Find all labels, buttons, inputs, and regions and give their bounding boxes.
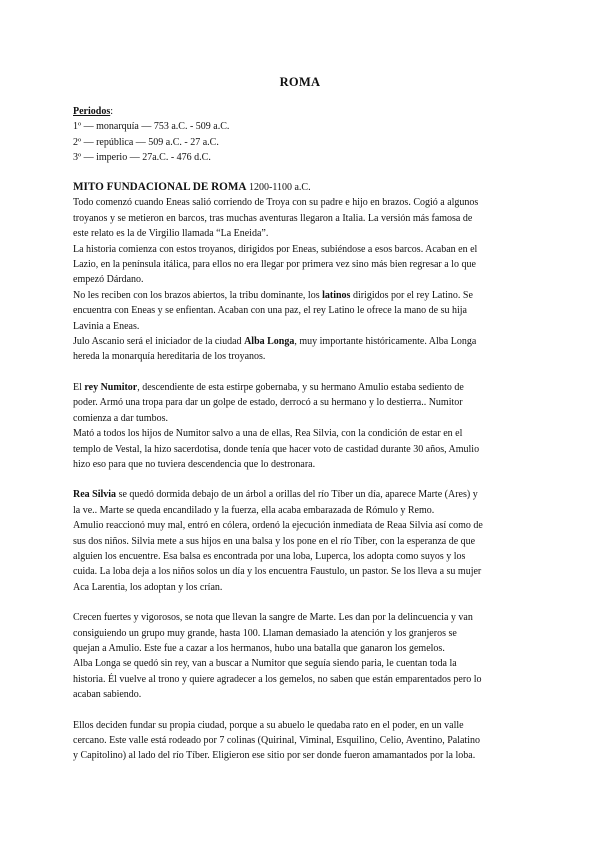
text-line: [73, 503, 529, 518]
text-span: historia. Él vuelve al trono y quiere agradecer a los gemelos, no saben que están emparentados pero lo: [73, 673, 482, 685]
text-line: [73, 487, 529, 502]
text-span: alguien los encuentre. Esa balsa es encontrada por una loba, Luperca, los adopta como suyos y los: [73, 550, 466, 562]
bold-text: Alba Longa: [244, 336, 295, 348]
text-line: [73, 395, 529, 410]
text-line: [73, 380, 529, 395]
text-line: [73, 257, 529, 272]
text-span: Mató a todos los hijos de Numitor salvo a una de ellas, Rea Silvia, con la condición de estar en el: [73, 428, 463, 440]
paragraph: [73, 718, 529, 764]
text-span: Crecen fuertes y vigorosos, se nota que llevan la sangre de Marte. Les dan por la delincuencia y van: [73, 612, 473, 624]
text-span: troyanos y se metieron en barcos, tras muchas aventuras llegaron a Italia. La versión más famosa de: [73, 212, 473, 224]
paragraph-gap: [73, 595, 529, 610]
text-line: [73, 610, 529, 625]
text-line: [73, 518, 529, 533]
text-span: encuentra con Eneas y se enfientan. Acaban con una paz, el rey Latino le ofrece la mano de su hija: [73, 305, 467, 317]
period-item: 2º — república — 509 a.C. - 27 a.C.: [73, 136, 219, 148]
text-span: cuida. La loba deja a los niños solos un día y los encuentra Faustulo, un pastor. Se los lleva a su mujer: [73, 566, 482, 578]
text-span: templo de Vestal, la hizo sacerdotisa, donde tenía que hacer voto de castidad durante 30 años, Amulio: [73, 443, 480, 455]
text-span: , descendiente de esta estirpe gobernaba, y su hermano Amulio estaba sediento de: [137, 381, 464, 393]
periods-colon: :: [110, 106, 113, 117]
periods-label: Periodos: [73, 106, 111, 117]
text-span: poder. Armó una tropa para dar un golpe de estado, derrocó a su hermano y lo destierra.. Numitor: [73, 397, 463, 409]
text-line: [73, 195, 529, 210]
text-span: sus dos niños. Silvia mete a sus hijos en una balsa y los pone en el río Tíber, con la esperanza de que: [73, 535, 476, 547]
text-span: y Capitolino) al lado del río Tíber. Eligieron ese sitio por ser donde fueron amamantados por la loba.: [73, 750, 476, 762]
text-span: empezó Dárdano.: [73, 274, 144, 286]
periods-section: [73, 104, 529, 166]
page-title: ROMA: [279, 75, 321, 89]
paragraph: [73, 487, 529, 595]
bold-text: latinos: [322, 289, 351, 301]
text-span: Alba Longa se quedó sin rey, van a buscar a Numitor que seguía siendo paria, le cuentan toda la: [73, 658, 457, 670]
text-span: hereda la monarquía hereditaria de los troyanos.: [73, 351, 266, 363]
text-span: , muy importante históricamente. Alba Longa: [294, 336, 477, 348]
text-span: Julo Ascanio será el iniciador de la ciudad: [73, 336, 245, 348]
text-span: Lazio, en la península itálica, para ellos no era llegar por primera vez sino más bien regresar a lo que: [73, 259, 476, 271]
text-line: [73, 457, 529, 472]
text-line: [73, 549, 529, 564]
body-content: [73, 180, 529, 764]
text-span: hizo eso para que no tuviera descendencia que lo destronara.: [73, 458, 316, 470]
text-span: cercano. Este valle está rodeado por 7 colinas (Quirinal, Viminal, Esquilino, Celio, Aventino, Palatino: [73, 735, 480, 746]
text-line: [73, 242, 529, 257]
paragraph-gap: [73, 472, 529, 487]
text-span: dirigidos por el rey Latino. Se: [350, 289, 473, 301]
bold-text: rey Numitor: [84, 381, 138, 393]
text-span: comienza a dar tumbos.: [73, 412, 168, 424]
paragraph: [73, 610, 529, 702]
text-span: Amulio reaccionó muy mal, entró en cólera, ordenó la ejecución inmediata de Reaa Silvia así como de: [73, 520, 483, 532]
text-span: No les reciben con los brazos abiertos, la tribu dominante, los: [73, 289, 323, 301]
text-line: [73, 564, 529, 579]
text-line: [73, 442, 529, 457]
text-line: [73, 411, 529, 426]
paragraphs-container: [73, 195, 529, 763]
text-line: [73, 426, 529, 441]
paragraph: [73, 195, 529, 364]
period-item: 3º — imperio — 27a.C. - 476 d.C.: [73, 152, 211, 164]
text-line: [73, 626, 529, 641]
text-line: [73, 718, 529, 733]
paragraph: [73, 380, 529, 472]
text-line: [73, 319, 529, 334]
text-line: [73, 303, 529, 318]
text-line: [73, 272, 529, 287]
text-line: [73, 672, 529, 687]
text-span: Ellos deciden fundar su propia ciudad, porque a su abuelo le quedaba rato en el poder, en un valle: [73, 719, 464, 731]
text-span: se quedó dormida debajo de un árbol a orillas del río Tíber un día, aparece Marte (Ares) y: [116, 489, 478, 501]
text-line: [73, 211, 529, 226]
text-span: El: [73, 381, 85, 393]
paragraph-gap: [73, 365, 529, 380]
text-line: [73, 641, 529, 656]
text-span: acaban sabiendo.: [73, 689, 142, 701]
section-heading: [73, 180, 529, 195]
text-line: [73, 656, 529, 671]
myth-date: 1200-1100 a.C.: [249, 182, 311, 193]
text-line: [73, 349, 529, 364]
text-line: [73, 288, 529, 303]
text-span: Todo comenzó cuando Eneas salió corriendo de Troya con su padre e hijo en brazos. Cogió a algunos: [73, 197, 479, 209]
text-line: [73, 687, 529, 702]
text-line: [73, 733, 529, 748]
text-line: [73, 580, 529, 595]
text-line: [73, 534, 529, 549]
text-span: Lavinia a Eneas.: [73, 320, 140, 332]
text-span: Aca Larentia, los adoptan y los crían.: [73, 581, 223, 593]
text-line: [73, 748, 529, 763]
paragraph-gap: [73, 703, 529, 718]
text-span: quejan a Amulio. Este fue a cazar a los hermanos, hubo una batalla que ganaron los gemelos.: [73, 642, 445, 654]
text-span: consiguiendo un grupo muy grande, hasta 100. Llaman demasiado la atención y los granjeros se: [73, 627, 457, 639]
text-span: este relato es la de Virgilio llamada “La Eneida”.: [73, 228, 269, 240]
text-span: La historia comienza con estos troyanos, dirigidos por Eneas, subiéndose a esos barcos. Acaban en el: [73, 243, 478, 255]
period-item: 1º — monarquía — 753 a.C. - 509 a.C.: [73, 121, 230, 133]
bold-text: Rea Silvia: [73, 489, 117, 501]
myth-heading: MITO FUNDACIONAL DE ROMA: [73, 181, 247, 193]
text-span: la ve.. Marte se queda encandilado y la fuerza, ella acaba embarazada de Rómulo y Remo.: [73, 504, 435, 516]
text-line: [73, 334, 529, 349]
text-line: [73, 226, 529, 241]
